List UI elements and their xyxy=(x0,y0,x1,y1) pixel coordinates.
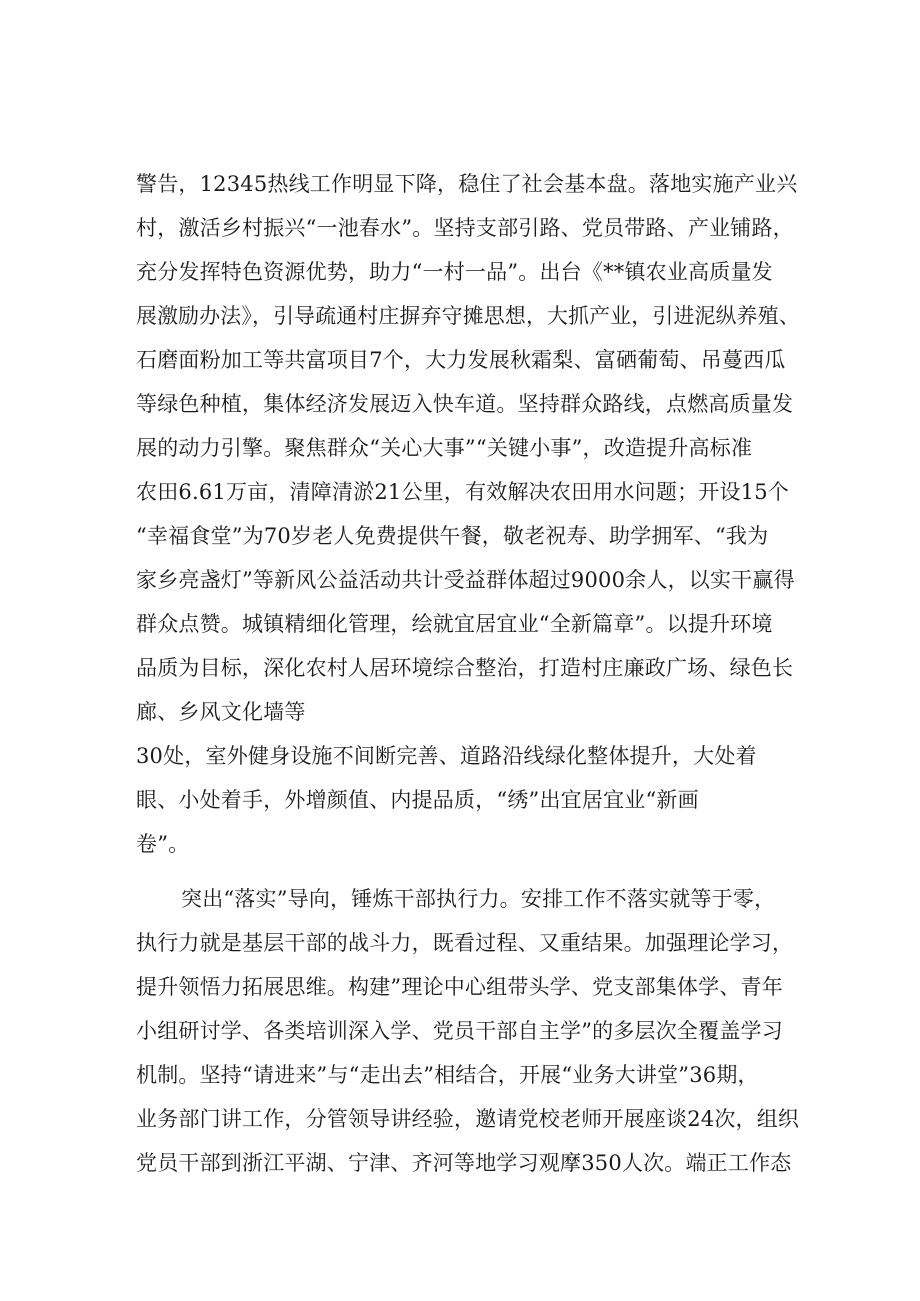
text-line: 卷”。 xyxy=(136,832,190,856)
text-line: 农田6.61万亩，清障清淤21公里，有效解决农田用水问题；开设15个 xyxy=(136,480,789,504)
text-line: 执行力就是基层干部的战斗力，既看过程、又重结果。加强理论学习， xyxy=(136,931,794,955)
text-line: 村，激活乡村振兴“一池春水”。坚持支部引路、党员带路、产业铺路， xyxy=(136,216,794,240)
paragraph-first-line: 突出“落实”导向，锤炼干部执行力。安排工作不落实就等于零， xyxy=(181,887,776,911)
text-line: 30处，室外健身设施不间断完善、道路沿线绿化整体提升，大处着 xyxy=(136,744,757,768)
text-line: 展的动力引擎。聚焦群众“关心大事”“关键小事”，改造提升高标准 xyxy=(136,436,753,460)
text-line: 廊、乡风文化墙等 xyxy=(136,700,306,724)
text-line: 党员干部到浙江平湖、宁津、齐河等地学习观摩350人次。端正工作态 xyxy=(136,1151,792,1175)
text-line: 家乡亮盏灯”等新风公益活动共计受益群体超过9000余人，以实干赢得 xyxy=(136,568,795,592)
text-line: 机制。坚持“请进来”与“走出去”相结合，开展“业务大讲堂”36期， xyxy=(136,1063,759,1087)
text-line: 小组研讨学、各类培训深入学、党员干部自主学”的多层次全覆盖学习 xyxy=(136,1019,783,1043)
text-line: 充分发挥特色资源优势，助力“一村一品”。出台《**镇农业高质量发 xyxy=(136,260,773,284)
text-line: 展激励办法》，引导疏通村庄摒弃守摊思想，大抓产业，引进泥纵养殖、 xyxy=(136,304,800,328)
text-line: 提升领悟力拓展思维。构建”理论中心组带头学、党支部集体学、青年 xyxy=(136,975,783,999)
text-line: “幸福食堂”为70岁老人免费提供午餐，敬老祝寿、助学拥军、“我为 xyxy=(136,524,769,548)
text-line: 业务部门讲工作，分管领导讲经验，邀请党校老师开展座谈24次，组织 xyxy=(136,1107,800,1131)
text-line: 石磨面粉加工等共富项目7个，大力发展秋霜梨、富硒葡萄、吊蔓西瓜 xyxy=(136,348,786,372)
text-line: 等绿色种植，集体经济发展迈入快车道。坚持群众路线，点燃高质量发 xyxy=(136,392,794,416)
text-line: 警告，12345热线工作明显下降，稳住了社会基本盘。落地实施产业兴 xyxy=(136,172,798,196)
text-line: 品质为目标，深化农村人居环境综合整治，打造村庄廉政广场、绿色长 xyxy=(136,656,794,680)
text-line: 群众点赞。城镇精细化管理，绘就宜居宜业“全新篇章”。以提升环境 xyxy=(136,612,773,636)
text-line: 眼、小处着手，外增颜值、内提品质，“绣”出宜居宜业“新画 xyxy=(136,788,699,812)
